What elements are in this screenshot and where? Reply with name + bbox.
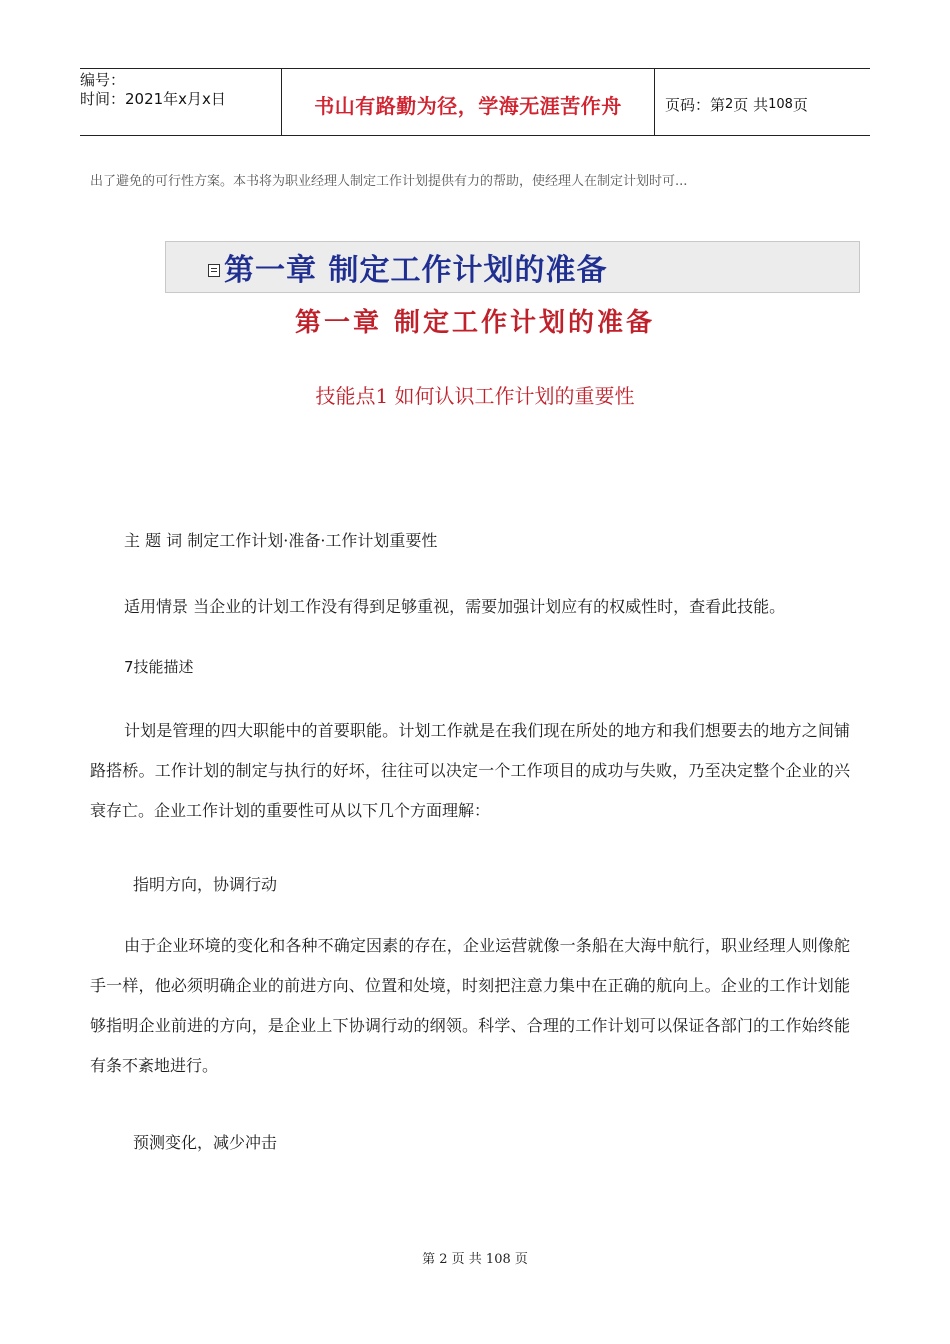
header-meta bbox=[80, 69, 282, 135]
header-motto: 书山有路勤为径，学海无涯苦作舟 bbox=[282, 69, 655, 135]
paragraph-direction: 由于企业环境的变化和各种不确定因素的存在，企业运营就像一条船在大海中航行，职业经理人则像舵手一样，他必须明确企业的前进方向、位置和处境，时刻把注意力集中在正确的航向上。企业的工作计划能够指明企业前进的方向，是企业上下协调行动的纲领。科学、合理的工作计划可以保证各部门的工作始终能有条不紊地进行。 bbox=[90, 936, 850, 1075]
keywords-line: 主 题 词 制定工作计划·准备·工作计划重要性 bbox=[124, 531, 438, 550]
scenario-line: 适用情景 当企业的计划工作没有得到足够重视，需要加强计划应有的权威性时，查看此技能。 bbox=[124, 597, 786, 616]
subheading-direction: 指明方向，协调行动 bbox=[133, 875, 278, 894]
chapter-title: 第一章 制定工作计划的准备 bbox=[294, 308, 656, 338]
skill-title: 技能点1 如何认识工作计划的重要性 bbox=[315, 384, 635, 408]
document-number: 编号： bbox=[80, 71, 126, 89]
banner-title: 第一章 制定工作计划的准备 bbox=[224, 253, 608, 288]
page-suffix: 页 bbox=[792, 95, 808, 114]
paragraph-importance: 计划是管理的四大职能中的首要职能。计划工作就是在我们现在所处的地方和我们想要去的地方之间铺路搭桥。工作计划的制定与执行的好坏，往往可以决定一个工作项目的成功与失败，乃至决定整个企业的兴衰存亡。企业工作计划的重要性可从以下几个方面理解： bbox=[90, 721, 850, 820]
section-heading: 7技能描述 bbox=[124, 658, 194, 676]
page-header bbox=[80, 68, 870, 136]
page-total: 108 bbox=[768, 96, 793, 112]
header-page-info bbox=[655, 69, 870, 135]
chapter-banner bbox=[165, 241, 860, 293]
page-mid: 页 共 bbox=[733, 95, 769, 114]
intro-text: 出了避免的可行性方案。本书将为职业经理人制定工作计划提供有力的帮助，使经理人在制定计划时可... bbox=[90, 174, 688, 189]
page-prefix: 页码：第 bbox=[665, 95, 726, 114]
document-date: 时间：2021年x月x日 bbox=[80, 90, 226, 108]
subheading-prediction: 预测变化，减少冲击 bbox=[133, 1133, 278, 1152]
page-number: 2 bbox=[725, 96, 734, 112]
page-footer: 第 2 页 共 108 页 bbox=[422, 1252, 528, 1267]
document-icon bbox=[208, 264, 220, 277]
